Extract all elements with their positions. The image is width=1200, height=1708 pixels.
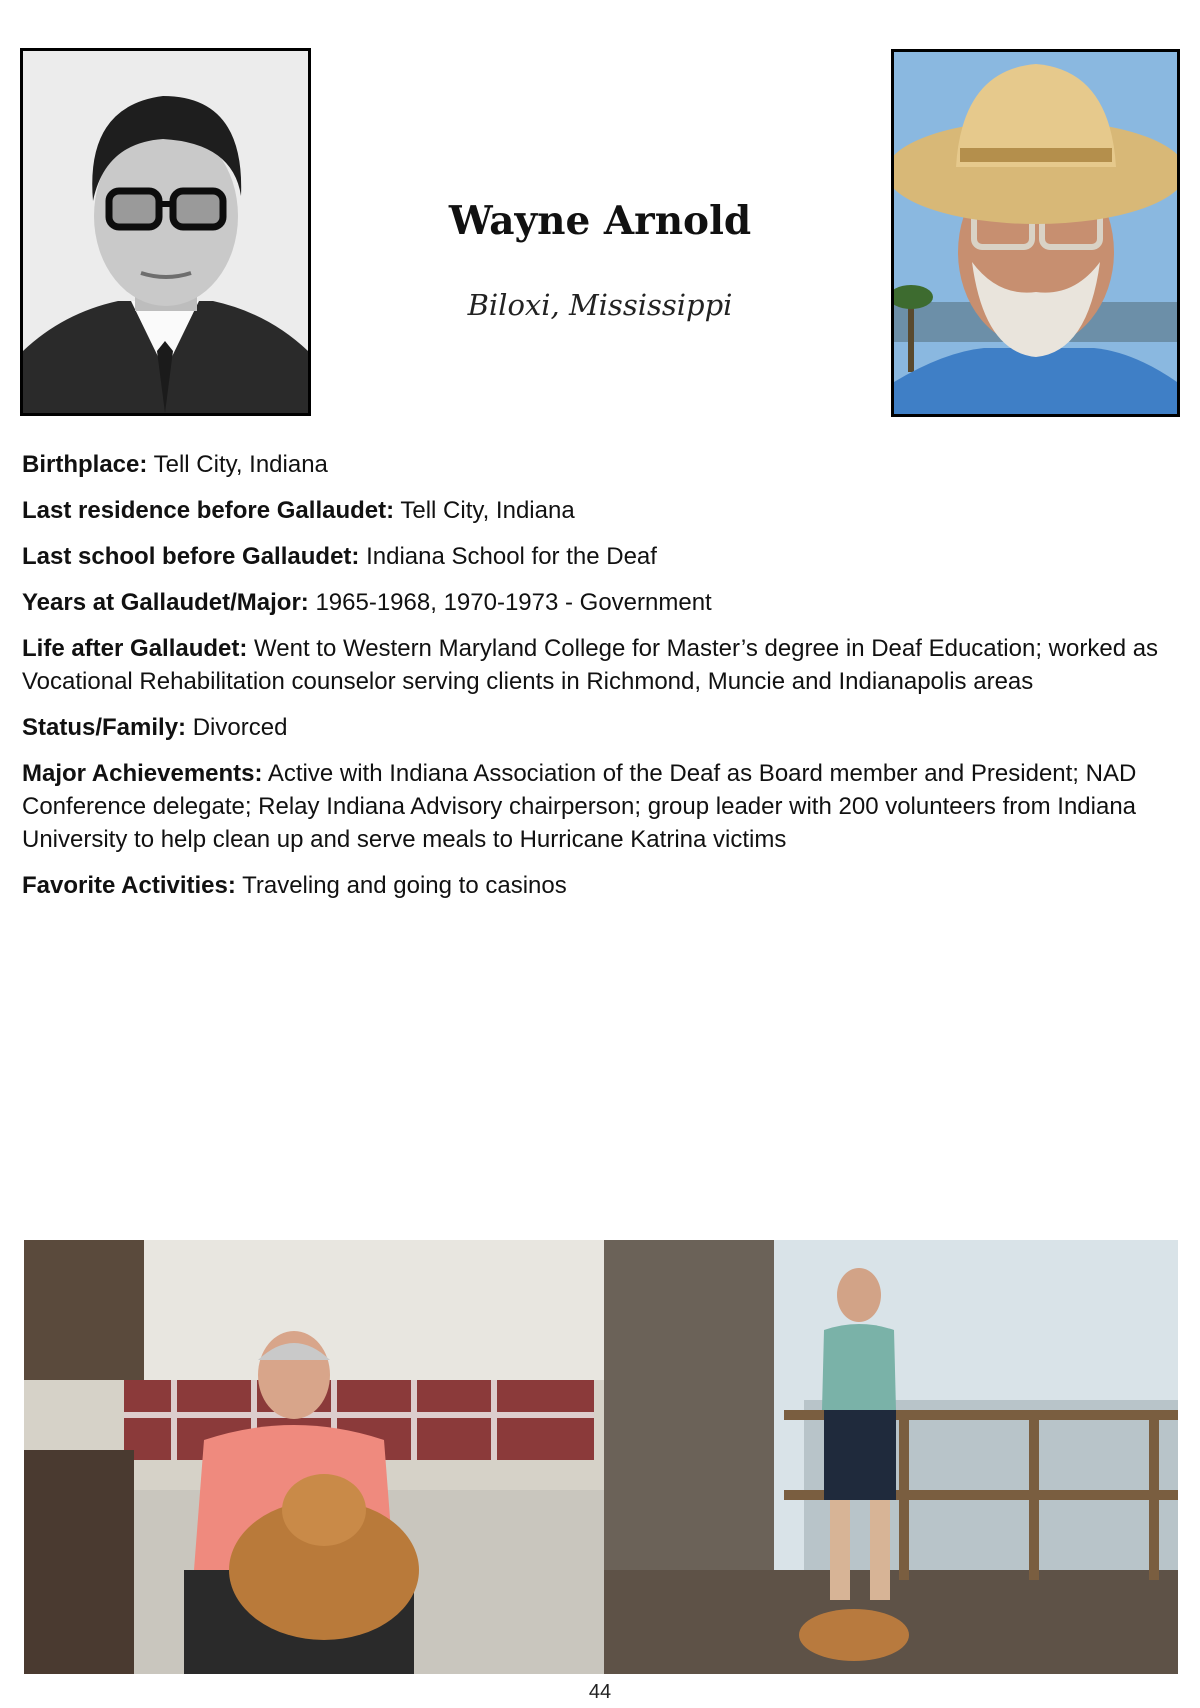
bio-label: Status/Family: [22, 714, 187, 741]
bio-label: Birthplace: [22, 451, 148, 478]
page-number: 44 [588, 1681, 612, 1703]
bio-value: Tell City, Indiana [153, 451, 328, 478]
bio-label: Last school before Gallaudet: [22, 543, 360, 570]
bio-last-school [22, 540, 1182, 573]
bio-value: Tell City, Indiana [400, 497, 575, 524]
yearbook-portrait [20, 48, 311, 416]
bio-value: Indiana School for the Deaf [366, 543, 657, 570]
bio-value: Active with Indiana Association of the Deaf as Board member and President; NAD Conference delegate; Relay Indiana Advisory chairperson; group leader with 200 volunteers from Indiana University to help clean up and serve meals to Hurricane Katrina victims [22, 760, 1137, 853]
pier-photo [604, 1240, 1178, 1674]
bio-value: Divorced [192, 714, 288, 741]
bio-status-family [22, 711, 1182, 744]
bio-label: Life after Gallaudet: [22, 635, 248, 662]
bio-label: Major Achievements: [22, 760, 263, 787]
bio-major-achievements [22, 757, 1182, 856]
bio-favorite-activities [22, 869, 1182, 902]
bio-last-residence [22, 494, 1182, 527]
biography-section [22, 448, 1182, 915]
bottom-photo-strip [24, 1240, 1178, 1674]
bio-label: Years at Gallaudet/Major: [22, 589, 309, 616]
recent-portrait [891, 49, 1180, 417]
bio-label: Favorite Activities: [22, 872, 236, 899]
bio-value: Went to Western Maryland College for Master’s degree in Deaf Education; worked as Vocational Rehabilitation counselor serving clients in Richmond, Muncie and Indianapolis areas [22, 635, 1159, 695]
person-name: Wayne Arnold [448, 198, 752, 244]
bio-value: 1965-1968, 1970-1973 - Government [315, 589, 712, 616]
bio-value: Traveling and going to casinos [242, 872, 567, 899]
couch-dog-photo [24, 1240, 604, 1674]
person-location: Biloxi, Mississippi [467, 288, 733, 322]
bio-birthplace [22, 448, 1182, 481]
bio-years-major [22, 586, 1182, 619]
bio-label: Last residence before Gallaudet: [22, 497, 395, 524]
bio-life-after [22, 632, 1182, 698]
